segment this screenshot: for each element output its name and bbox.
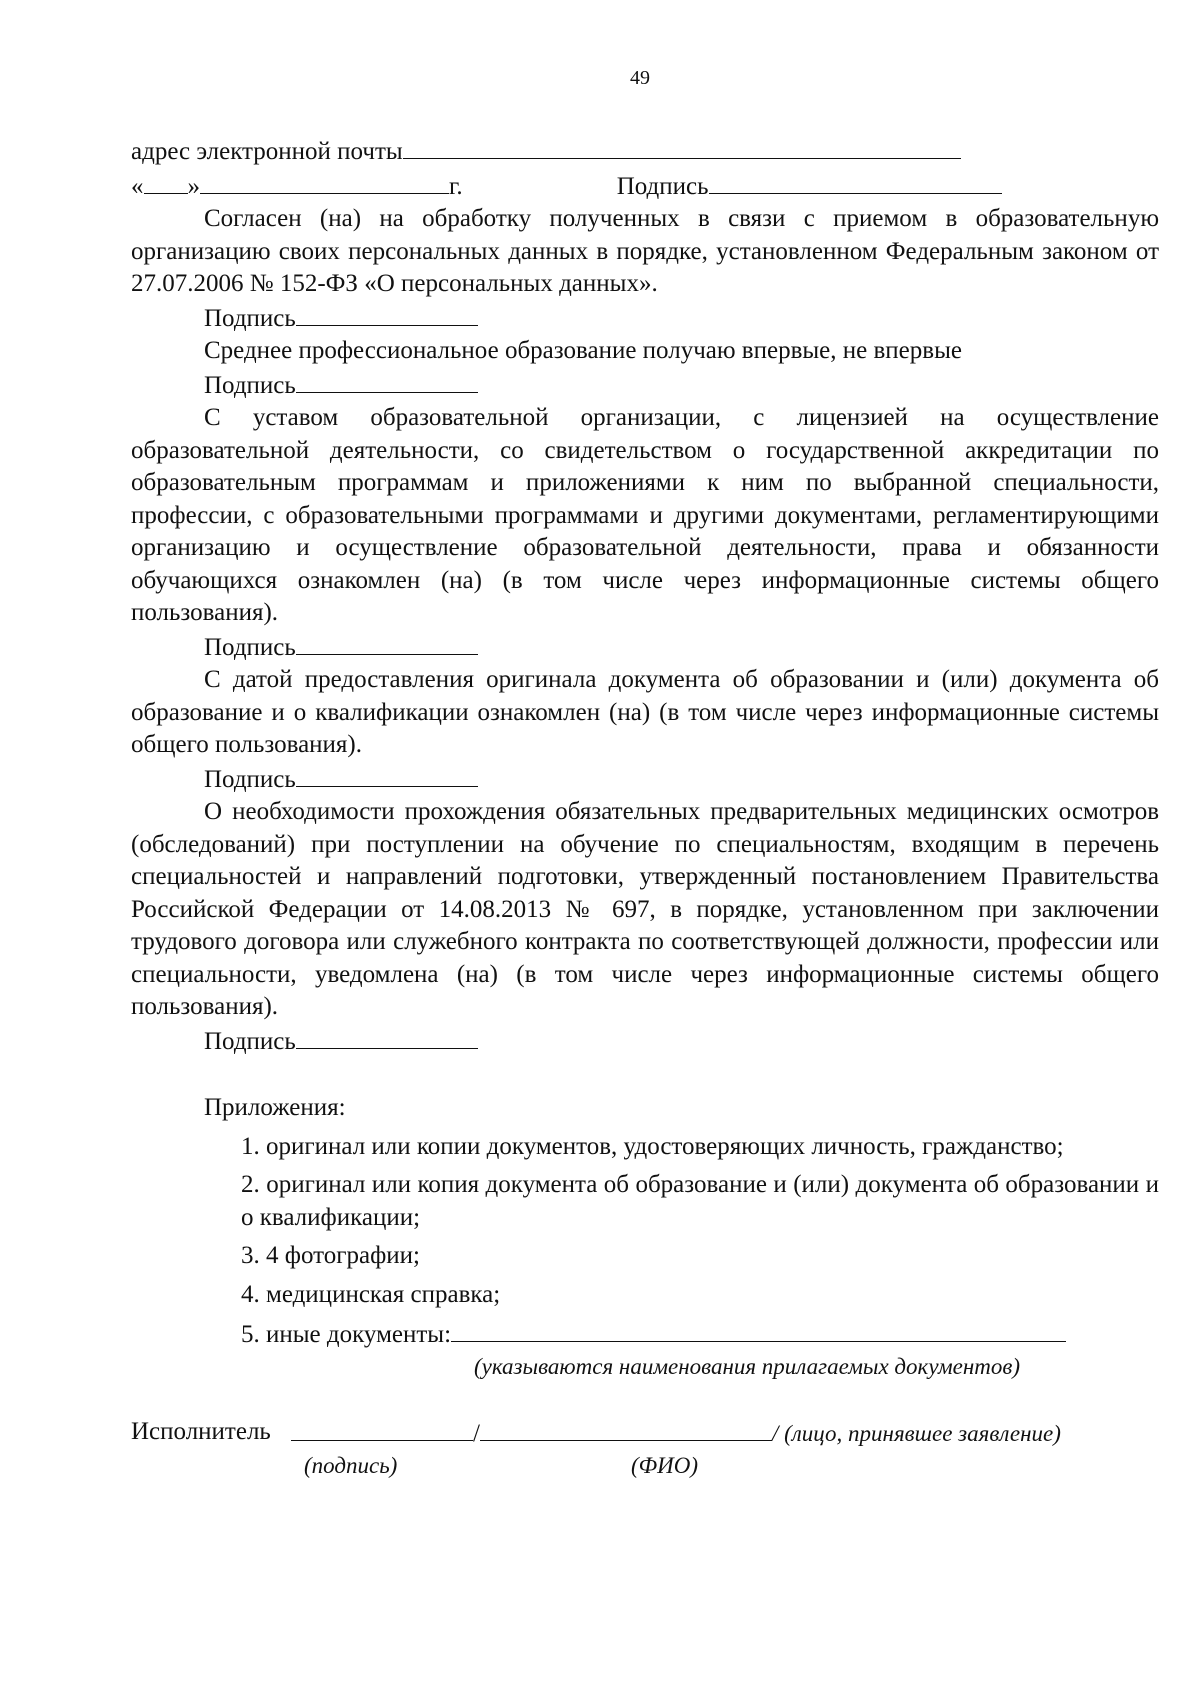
medical-signature-field[interactable]	[296, 1024, 478, 1049]
executor-hints	[131, 1450, 1159, 1482]
executor-name-field[interactable]	[480, 1416, 772, 1441]
other-documents-field[interactable]	[451, 1317, 1066, 1342]
date-day-field[interactable]	[144, 169, 188, 194]
consent-signature-line	[131, 301, 1159, 336]
executor-line	[131, 1416, 1159, 1451]
original-date-paragraph: С датой предоставления оригинала документа об образовании и (или) документа об образование и о квалификации ознакомлен (на) (в том числе через информационные системы общего пользования).	[131, 666, 1159, 758]
original-date-signature-field[interactable]	[296, 762, 478, 787]
email-label: адрес электронной почты	[131, 138, 403, 165]
education-signature-line	[131, 368, 1159, 403]
medical-paragraph: О необходимости прохождения обязательных предварительных медицинских осмотров (обследований) при поступлении на обучение по специальностям, входящим в перечень специальностей и направлений подготовки, утвержденный постановлением Правительства Российской Федерации от 14.08.2013 № 697, в порядке, установленном при заключении трудового договора или служебного контракта по соответствующей должности, профессии или специальности, уведомлена (на) (в том числе через информационные системы общего пользования).	[131, 798, 1159, 1020]
date-year-suffix: г.	[449, 172, 463, 200]
attachment-item-3: 3. 4 фотографии;	[241, 1242, 420, 1269]
executor-label: Исполнитель	[131, 1417, 271, 1445]
signature-label: Подпись	[204, 1027, 296, 1055]
charter-signature-line	[131, 630, 1159, 665]
date-month-field[interactable]	[200, 169, 449, 194]
charter-signature-field[interactable]	[296, 630, 478, 655]
charter-paragraph: С уставом образовательной организации, с лицензией на осуществление образовательной деятельности, со свидетельством о государственной аккредитации по образовательным программам и приложениями к ним по выбранной специальности, профессии, с образовательными программами и другими документами, регламентирующими организацию и осуществление образовательной деятельности, права и обязанности обучающихся ознакомлен (на) (в том числе через информационные системы общего пользования).	[131, 404, 1159, 626]
attachment-item-4: 4. медицинская справка;	[241, 1280, 501, 1308]
executor-signature-field[interactable]	[291, 1416, 473, 1441]
signature-label: Подпись	[204, 765, 296, 793]
attachment-item-5	[241, 1317, 1159, 1352]
date-open-quote: «	[131, 172, 144, 200]
executor-sign-hint: (подпись)	[304, 1453, 398, 1478]
signature-label: Подпись	[204, 304, 296, 332]
attachment-item-2: 2. оригинал или копия документа об образование и (или) документа об образовании и о квалификации;	[241, 1171, 1159, 1231]
consent-signature-field[interactable]	[296, 301, 478, 326]
date-signature-line	[131, 169, 1159, 204]
page-number: 49	[630, 67, 650, 89]
signature-label: Подпись	[204, 371, 296, 399]
date-close-quote: »	[187, 172, 200, 200]
application-form-body	[131, 134, 1159, 1482]
attachment-item-1: 1. оригинал или копии документов, удостоверяющих личность, гражданство;	[241, 1132, 1064, 1160]
signature-field[interactable]	[709, 169, 1002, 194]
medical-signature-line	[131, 1024, 1159, 1059]
executor-separator: /	[473, 1419, 480, 1447]
original-date-signature-line	[131, 762, 1159, 797]
consent-paragraph: Согласен (на) на обработку полученных в связи с приемом в образовательную организацию своих персональных данных в порядке, установленном Федеральным законом от 27.07.2006 № 152-ФЗ «О персональных данных».	[131, 205, 1159, 297]
education-signature-field[interactable]	[296, 368, 478, 393]
attachment-item-5-label: 5. иные документы:	[241, 1321, 452, 1348]
email-field[interactable]	[403, 134, 961, 159]
signature-label: Подпись	[616, 172, 709, 200]
attachments-hint: (указываются наименования прилагаемых документов)	[474, 1353, 1021, 1379]
attachments-title: Приложения:	[204, 1094, 346, 1121]
email-line	[131, 134, 1159, 169]
education-first-time-line: Среднее профессиональное образование получаю впервые, не впервые	[204, 337, 962, 364]
signature-label: Подпись	[204, 633, 296, 661]
executor-name-hint: (ФИО)	[631, 1453, 699, 1478]
executor-role: / (лицо, принявшее заявление)	[771, 1420, 1061, 1446]
